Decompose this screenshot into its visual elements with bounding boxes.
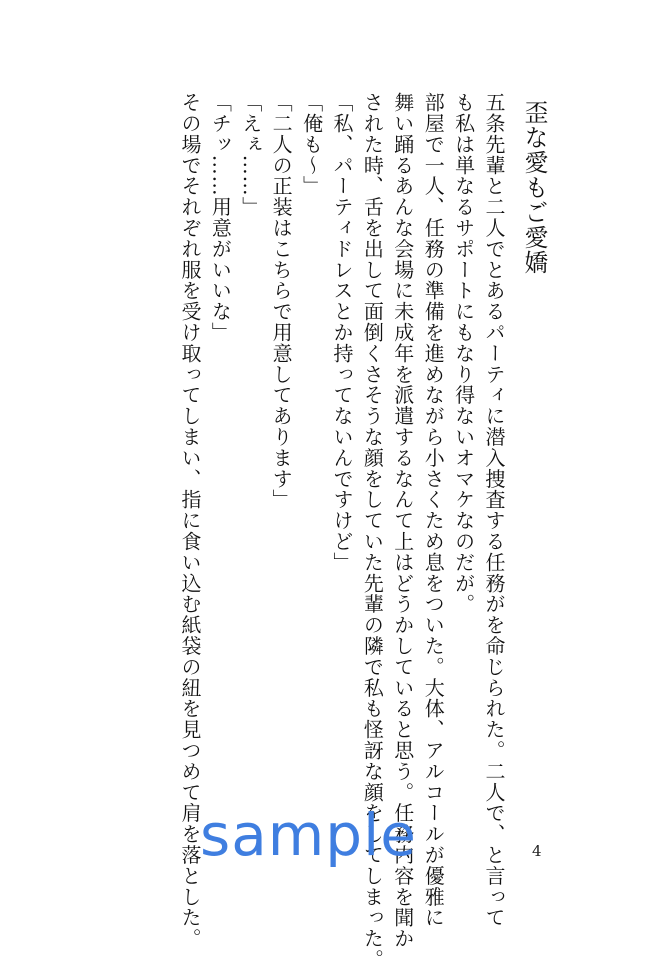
- page-number: 4: [532, 842, 542, 860]
- dialogue-line: 「私、パーティドレスとか持ってないんですけど」: [329, 92, 354, 573]
- story-title: 歪な愛もご愛嬌: [520, 100, 548, 275]
- dialogue-line: 「俺も～」: [299, 92, 324, 197]
- paragraph-line: 五条先輩と二人でとあるパーティに潜入捜査する任務がを命じられた。二人で、と言って: [482, 92, 506, 928]
- sample-watermark: sample: [200, 801, 417, 869]
- paragraph-line: 部屋で一人、任務の準備を進めながら小さくため息をついた。大体、アルコールが優雅に: [421, 92, 446, 928]
- paragraph-line: 舞い踊るあんな会場に未成年を派遣するなんて上はどうかしていると思う。任務内容を聞か: [390, 92, 415, 949]
- dialogue-line: 「二人の正装はこちらで用意してあります」: [269, 92, 294, 510]
- paragraph-line: された時、舌を出して面倒くさそうな顔をしていた先輩の隣で私も怪訝な顔をしてしまった。: [360, 92, 385, 970]
- dialogue-line: 「チッ……用意がいいな」: [208, 92, 233, 343]
- paragraph-line: その場でそれぞれ服を受け取ってしまい、指に食い込む紙袋の紐を見つめて肩を落とした。: [177, 92, 202, 949]
- dialogue-line: 「えぇ……」: [238, 92, 263, 218]
- paragraph-line: も私は単なるサポートにもなり得ないオマケなのだが。: [451, 92, 476, 615]
